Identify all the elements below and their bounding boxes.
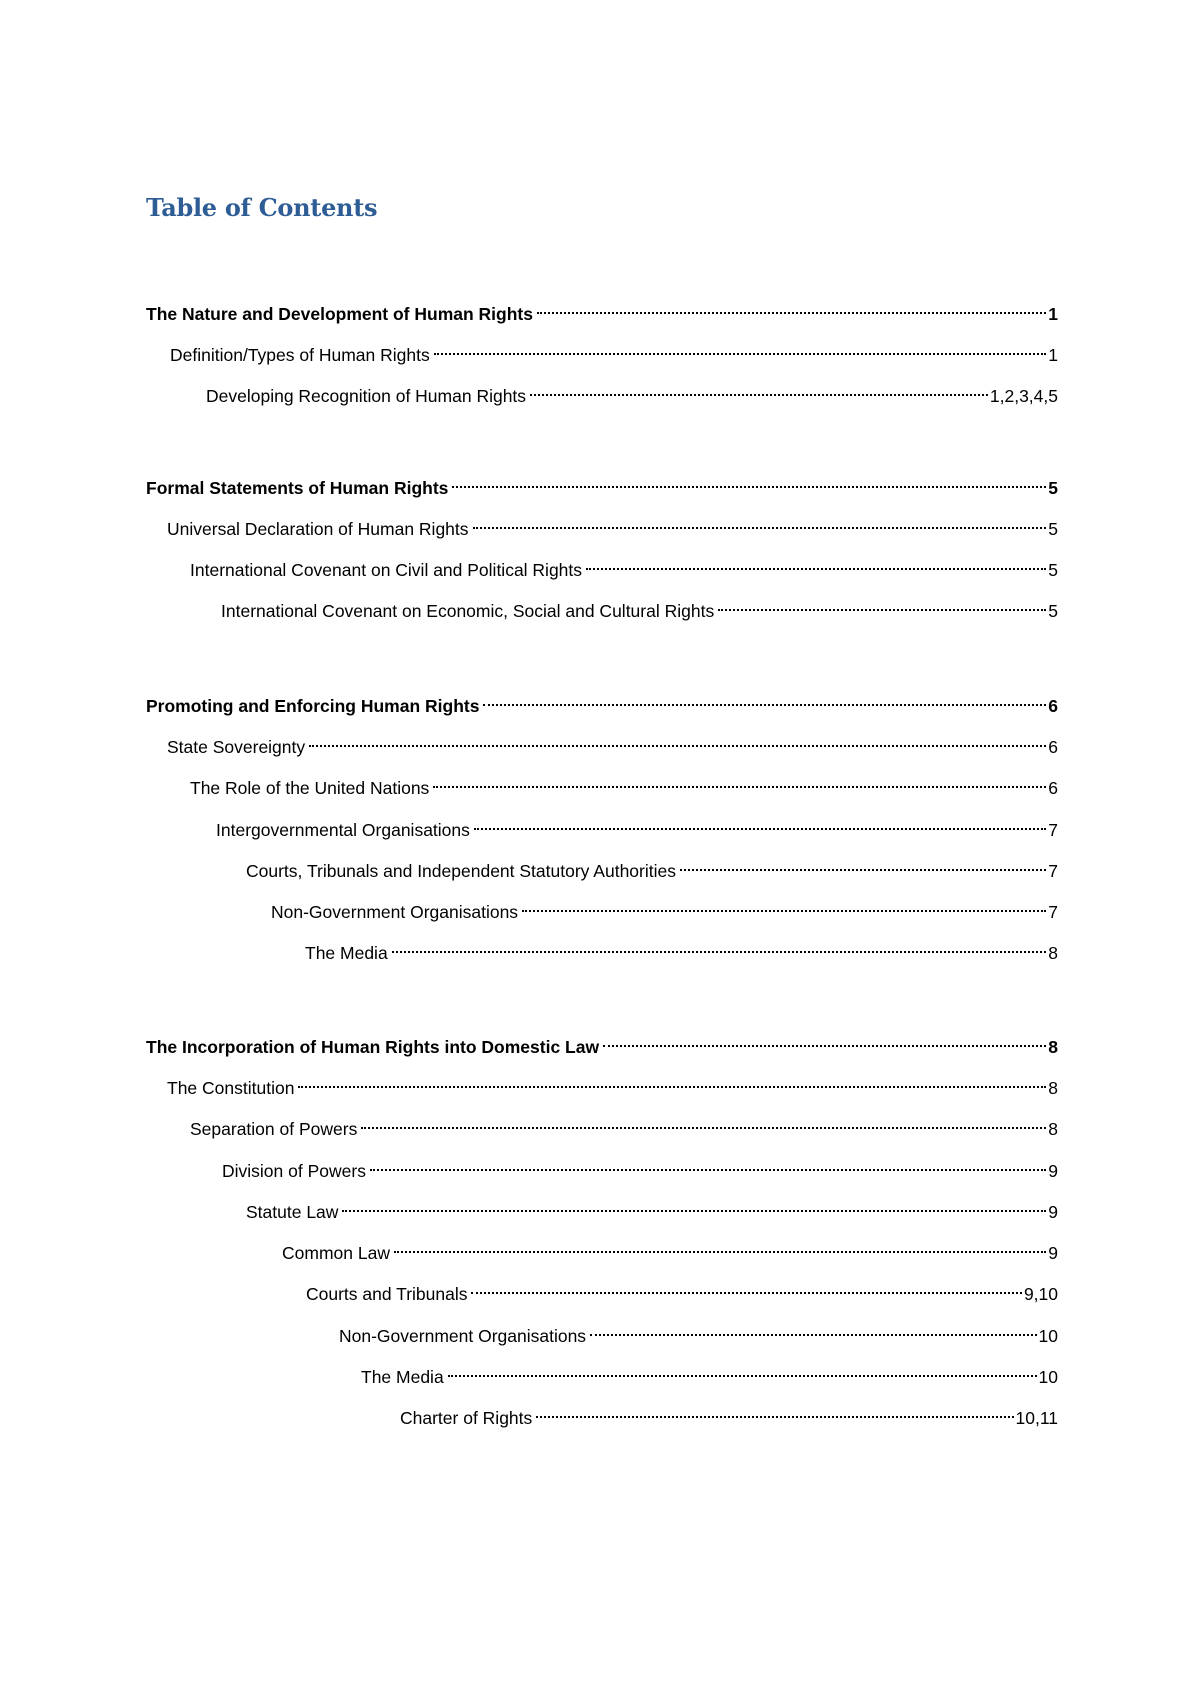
toc-section-entry[interactable]	[146, 470, 1058, 498]
toc-entry[interactable]	[271, 894, 1058, 922]
toc-entry-title: The Role of the United Nations	[190, 778, 430, 798]
toc-page-number: 5	[1048, 601, 1058, 621]
toc-page-number: 7	[1048, 861, 1058, 881]
toc-entry-title: Formal Statements of Human Rights	[146, 478, 449, 498]
toc-entry-title: Definition/Types of Human Rights	[170, 345, 430, 365]
toc-entry[interactable]	[190, 770, 1058, 798]
toc-entry[interactable]	[167, 511, 1058, 539]
toc-entry-title: Charter of Rights	[400, 1408, 533, 1428]
dot-leader	[392, 935, 1047, 959]
toc-entry[interactable]	[222, 1153, 1058, 1181]
toc-entry-title: Universal Declaration of Human Rights	[167, 519, 469, 539]
toc-entry[interactable]	[361, 1359, 1058, 1387]
toc-entry-title: Statute Law	[246, 1202, 339, 1222]
toc-entry-title: The Media	[361, 1367, 444, 1387]
toc-entry[interactable]	[306, 1276, 1058, 1304]
dot-leader	[434, 337, 1047, 361]
toc-entry-title: The Media	[305, 943, 388, 963]
toc-page-number: 1	[1048, 304, 1058, 324]
toc-entry[interactable]	[305, 935, 1058, 963]
dot-leader	[433, 770, 1046, 794]
toc-heading: Table of Contents	[146, 193, 378, 222]
toc-entry[interactable]	[170, 337, 1058, 365]
toc-entry-title: Separation of Powers	[190, 1119, 358, 1139]
toc-page-number: 6	[1048, 778, 1058, 798]
dot-leader	[448, 1359, 1037, 1383]
toc-page-number: 8	[1048, 1078, 1058, 1098]
dot-leader	[586, 552, 1046, 576]
toc-entry-title: Courts and Tribunals	[306, 1284, 468, 1304]
toc-entry-title: Non-Government Organisations	[339, 1326, 587, 1346]
toc-page-number: 5	[1048, 560, 1058, 580]
dot-leader	[342, 1194, 1046, 1218]
toc-entry[interactable]	[339, 1318, 1058, 1346]
toc-page-number: 10,11	[1015, 1408, 1058, 1428]
toc-page-number: 9,10	[1023, 1284, 1058, 1304]
dot-leader	[590, 1318, 1036, 1342]
toc-section-entry[interactable]	[146, 688, 1058, 716]
toc-entry[interactable]	[246, 1194, 1058, 1222]
toc-entry[interactable]	[206, 378, 1058, 406]
toc-entry[interactable]	[246, 853, 1058, 881]
toc-page-number: 8	[1048, 1119, 1058, 1139]
dot-leader	[530, 378, 988, 402]
dot-leader	[680, 853, 1046, 877]
toc-entry-title: The Incorporation of Human Rights into Domestic Law	[146, 1037, 600, 1057]
dot-leader	[718, 593, 1046, 617]
toc-entry-title: The Constitution	[167, 1078, 295, 1098]
toc-entry-title: Courts, Tribunals and Independent Statutory Authorities	[246, 861, 676, 881]
dot-leader	[603, 1029, 1046, 1053]
toc-entry-title: Common Law	[282, 1243, 390, 1263]
toc-entry[interactable]	[221, 593, 1058, 621]
dot-leader	[370, 1153, 1046, 1177]
toc-entry-title: Promoting and Enforcing Human Rights	[146, 696, 480, 716]
toc-entry[interactable]	[216, 812, 1058, 840]
dot-leader	[452, 470, 1046, 494]
toc-entry-title: Developing Recognition of Human Rights	[206, 386, 527, 406]
toc-page-number: 8	[1048, 1037, 1058, 1057]
dot-leader	[483, 688, 1046, 712]
toc-entry[interactable]	[167, 1070, 1058, 1098]
toc-page-number: 10	[1038, 1326, 1058, 1346]
toc-page-number: 1,2,3,4,5	[989, 386, 1058, 406]
toc-entry-title: International Covenant on Civil and Political Rights	[190, 560, 583, 580]
dot-leader	[474, 812, 1046, 836]
dot-leader	[309, 729, 1046, 753]
dot-leader	[522, 894, 1046, 918]
toc-entry[interactable]	[190, 552, 1058, 580]
toc-section-entry[interactable]	[146, 1029, 1058, 1057]
toc-page-number: 8	[1048, 943, 1058, 963]
toc-entry[interactable]	[167, 729, 1058, 757]
toc-page-number: 5	[1048, 478, 1058, 498]
dot-leader	[471, 1276, 1021, 1300]
toc-page-number: 6	[1048, 696, 1058, 716]
toc-page-number: 10	[1038, 1367, 1058, 1387]
toc-page-number: 7	[1048, 820, 1058, 840]
dot-leader	[394, 1235, 1046, 1259]
dot-leader	[361, 1111, 1046, 1135]
dot-leader	[298, 1070, 1046, 1094]
toc-page-number: 5	[1048, 519, 1058, 539]
toc-section-entry[interactable]	[146, 296, 1058, 324]
dot-leader	[473, 511, 1047, 535]
toc-entry-title: State Sovereignty	[167, 737, 306, 757]
toc-entry[interactable]	[282, 1235, 1058, 1263]
toc-entry[interactable]	[400, 1400, 1058, 1428]
toc-page-number: 6	[1048, 737, 1058, 757]
toc-page-number: 9	[1048, 1161, 1058, 1181]
toc-page-number: 9	[1048, 1243, 1058, 1263]
dot-leader	[536, 1400, 1013, 1424]
toc-page-number: 1	[1048, 345, 1058, 365]
toc-page-number: 7	[1048, 902, 1058, 922]
toc-page-number: 9	[1048, 1202, 1058, 1222]
toc-entry-title: International Covenant on Economic, Social and Cultural Rights	[221, 601, 715, 621]
toc-entry-title: Intergovernmental Organisations	[216, 820, 470, 840]
dot-leader	[537, 296, 1046, 320]
toc-entry-title: Division of Powers	[222, 1161, 366, 1181]
toc-entry[interactable]	[190, 1111, 1058, 1139]
toc-entry-title: The Nature and Development of Human Rights	[146, 304, 533, 324]
toc-entry-title: Non-Government Organisations	[271, 902, 519, 922]
